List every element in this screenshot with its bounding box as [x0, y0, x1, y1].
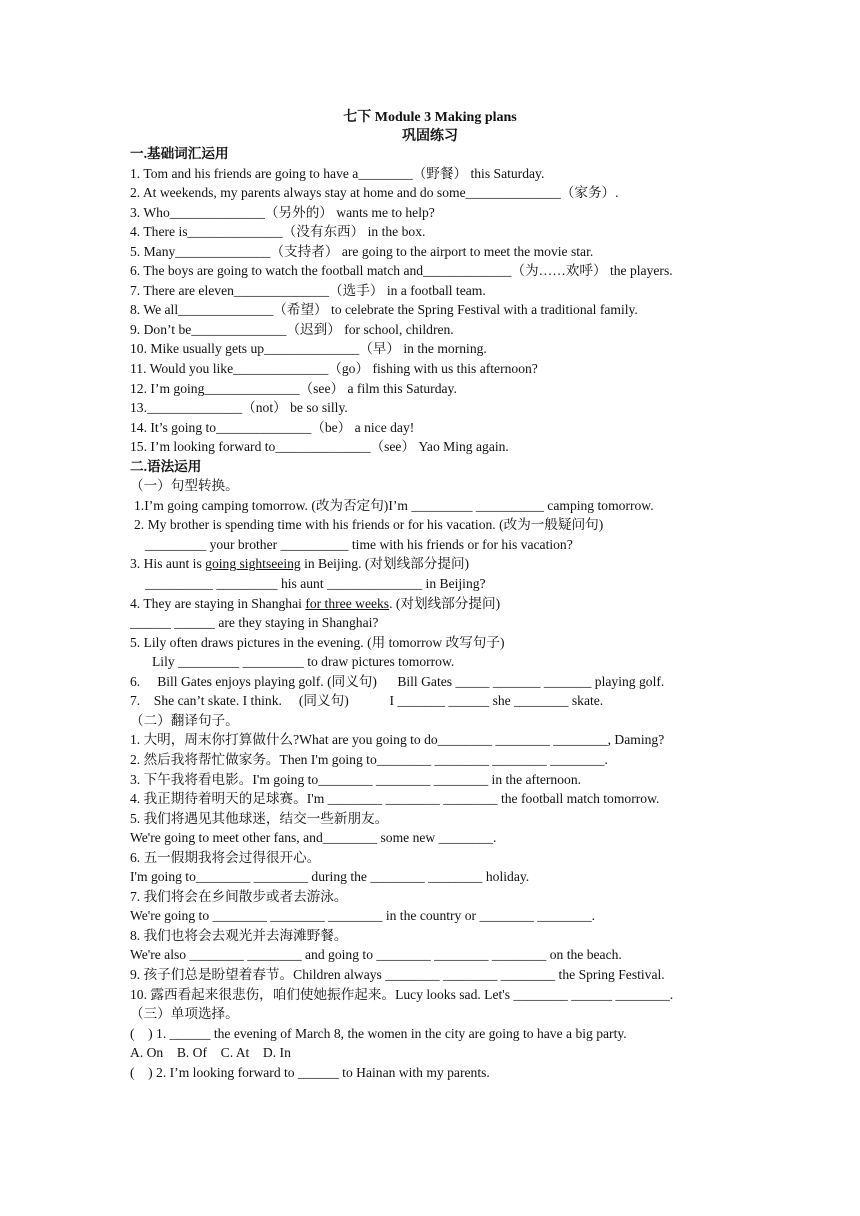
transform-q7: 7. She can’t skate. I think. (同义句) I _______ ______ she ________ skate.	[130, 693, 604, 709]
vocab-item-6: 6. The boys are going to watch the football match and_____________（为……欢呼） the players.	[130, 263, 673, 279]
translate-line: 8. 我们也将会去观光并去海滩野餐。	[130, 927, 348, 943]
translate-line: We're going to meet other fans, and________ some new ________.	[130, 830, 497, 846]
vocab-item-8: 8. We all______________（希望） to celebrate the Spring Festival with a traditional family.	[130, 302, 638, 318]
vocab-item-7: 7. There are eleven______________（选手） in a football team.	[130, 282, 486, 298]
transform-q4: 4. They are staying in Shanghai for three weeks. (对划线部分提问)	[130, 595, 501, 611]
transform-q5: 5. Lily often draws pictures in the evening. (用 tomorrow 改写句子)	[130, 634, 505, 650]
vocab-item-1: 1. Tom and his friends are going to have a________（野餐） this Saturday.	[130, 165, 545, 181]
page-title: 七下 Module 3 Making plans	[343, 110, 517, 125]
transform-q5-answer: Lily _________ _________ to draw pictures tomorrow.	[152, 654, 455, 670]
transform-q6: 6. Bill Gates enjoys playing golf. (同义句) Bill Gates _____ _______ _______ playing golf.	[130, 673, 665, 689]
transform-q2-answer: _________ your brother __________ time with his friends or for his vacation?	[145, 536, 573, 552]
translate-line: 3. 下午我将看电影。I'm going to________ ________ ________ in the afternoon.	[130, 771, 582, 787]
translate-line: We're going to ________ ________ ________ in the country or ________ ________.	[130, 908, 596, 924]
section-heading-grammar: 二.语法运用	[130, 458, 202, 474]
choice-q1-options: A. On B. Of C. At D. In	[130, 1045, 291, 1061]
transform-q3: 3. His aunt is going sightseeing in Beijing. (对划线部分提问)	[130, 556, 470, 572]
vocab-item-9: 9. Don’t be______________（迟到） for school, children.	[130, 321, 454, 337]
underlined-phrase: for three weeks	[305, 595, 390, 611]
vocab-item-10: 10. Mike usually gets up______________（早） in the morning.	[130, 341, 487, 357]
choice-q2: ( ) 2. I’m looking forward to ______ to Hainan with my parents.	[130, 1064, 490, 1080]
transform-q2: 2. My brother is spending time with his friends or for his vacation. (改为一般疑问句)	[134, 517, 604, 533]
translate-line: 6. 五一假期我将会过得很开心。	[130, 849, 321, 865]
translate-line: 1. 大明，周末你打算做什么?What are you going to do________ ________ ________, Daming?	[130, 732, 665, 748]
vocab-item-15: 15. I’m looking forward to______________（see） Yao Ming again.	[130, 439, 509, 455]
translate-line: 2. 然后我将帮忙做家务。Then I'm going to________ ________ ________ ________.	[130, 751, 608, 767]
vocab-item-2: 2. At weekends, my parents always stay at home and do some______________（家务）.	[130, 185, 619, 201]
translate-line: We're also ________ ________ and going to ________ ________ ________ on the beach.	[130, 947, 622, 963]
translate-line: 4. 我正期待着明天的足球赛。I'm ________ ________ ________ the football match tomorrow.	[130, 791, 660, 807]
transform-q3-answer: __________ _________ his aunt ______________ in Beijing?	[145, 576, 486, 592]
translate-line: 5. 我们将遇见其他球迷，结交一些新朋友。	[130, 810, 389, 826]
transform-q4-answer: ______ ______ are they staying in Shanghai?	[130, 615, 379, 631]
translate-line: I'm going to________ ________ during the ________ ________ holiday.	[130, 869, 530, 885]
section-heading-vocabulary: 一.基础词汇运用	[130, 146, 229, 161]
translate-line: 10. 露西看起来很悲伤，咱们使她振作起来。Lucy looks sad. Let's ________ ______ ________.	[130, 986, 674, 1002]
vocab-item-14: 14. It’s going to______________（be） a nice day!	[130, 419, 415, 435]
worksheet-body	[130, 144, 740, 1082]
vocab-item-5: 5. Many______________（支持者） are going to the airport to meet the movie star.	[130, 243, 594, 259]
underlined-phrase: going sightseeing	[205, 556, 301, 572]
vocab-item-13: 13.______________（not） be so silly.	[130, 400, 348, 416]
part-heading-transform: （一）句型转换。	[130, 478, 239, 494]
part-heading-choice: （三）单项选择。	[130, 1006, 239, 1022]
page-subtitle: 巩固练习	[402, 129, 458, 144]
vocab-item-3: 3. Who______________（另外的） wants me to help?	[130, 204, 435, 220]
choice-q1: ( ) 1. ______ the evening of March 8, the women in the city are going to have a big party.	[130, 1025, 627, 1041]
part-heading-translate: （二）翻译句子。	[130, 712, 239, 728]
vocab-item-11: 11. Would you like______________（go） fishing with us this afternoon?	[130, 361, 538, 377]
vocab-item-12: 12. I’m going______________（see） a film this Saturday.	[130, 380, 457, 396]
vocab-item-4: 4. There is______________（没有东西） in the box.	[130, 224, 426, 240]
transform-q1: 1.I’m going camping tomorrow. (改为否定句)I’m _________ __________ camping tomorrow.	[134, 497, 654, 513]
translate-line: 7. 我们将会在乡间散步或者去游泳。	[130, 888, 348, 904]
translate-line: 9. 孩子们总是盼望着春节。Children always ________ ________ ________ the Spring Festival.	[130, 966, 665, 982]
